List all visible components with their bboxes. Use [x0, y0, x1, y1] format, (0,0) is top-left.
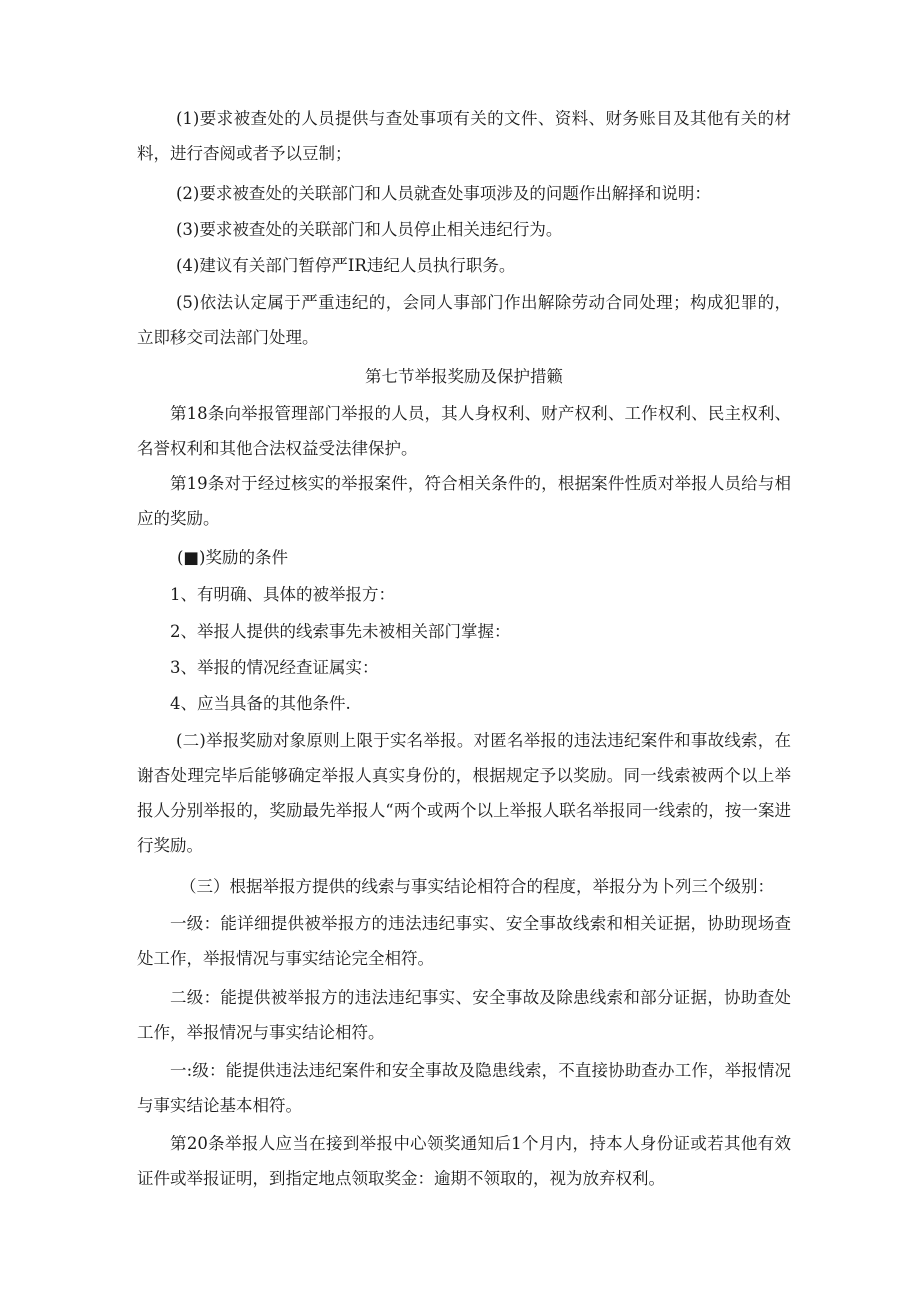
condition-3: 3、举报的情况经查证属实： — [170, 658, 379, 677]
article-18: 第18条向举报管理部门举报的人员，其人身权利、财产权利、工作权利、民主权利、名誉权利和其他合法权益受法律保护。 — [137, 404, 791, 458]
item-4: (4)建议有关部门暂停严IR违纪人员执行职务。 — [176, 256, 516, 275]
level-2: 二级：能提供被举报方的违法违纪事实、安全事故及除患线索和部分证据，协助查处工作，举报情况与事实结论相符。 — [137, 988, 791, 1042]
section-title: 第七节举报奖励及保护措籁 — [365, 367, 563, 386]
conditions-heading: (■)奖励的条件 — [177, 548, 288, 567]
reward-principle-paragraph: (二)举报奖励对象原则上限于实名举报。对匿名举报的违法违纪案件和事故线索，在谢杳处理完毕后能够确定举报人真实身份的，根据规定予以奖励。同一线索被两个以上举报人分别举报的，奖励最先举报人“两个或两个以上举报人联名举报同一线索的，按一案进行奖励。 — [137, 731, 791, 855]
condition-2: 2、举报人提供的线索事先未被相关部门掌握： — [170, 622, 511, 641]
article-20: 第20条举报人应当在接到举报中心领奖通知后1个月内，持本人身份证或若其他有效证件或举报证明，到指定地点领取奖金：逾期不领取的，视为放弃权利。 — [137, 1134, 791, 1188]
level-3: 一:级：能提供违法违纪案件和安全事故及隐患线索，不直接协助查办工作，举报情况与事实结论基本相符。 — [137, 1061, 791, 1115]
item-5: (5)依法认定属于严重违纪的，会同人事部门作出解除劳动合同处理；构成犯罪的，立即移交司法部门处理。 — [137, 293, 791, 347]
item-1: (1)要求被查处的人员提供与查处事项有关的文件、资料、财务账目及其他有关的材料，进行杳阅或者予以豆制； — [137, 109, 791, 163]
condition-1: 1、有明确、具体的被举报方： — [170, 585, 395, 604]
level-1: 一级：能详细提供被举报方的违法违纪事实、安全事故线索和相关证据，协助现场查处工作，举报情况与事实结论完全相符。 — [137, 914, 791, 968]
item-3: (3)要求被查处的关联部门和人员停止相关违纪行为。 — [176, 220, 563, 239]
article-19: 第19条对于经过核实的举报案件，符合相关条件的，根据案件性质对举报人员给与相应的奖励。 — [137, 474, 791, 528]
item-2: (2)要求被查处的关联部门和人员就查处事项涉及的问题作出解择和说明： — [176, 184, 711, 203]
levels-intro: （三）根据举报方提供的线索与事实结论相符合的程度，举报分为卜列三个级别： — [180, 877, 774, 896]
condition-4: 4、应当具备的其他条件. — [170, 694, 351, 713]
